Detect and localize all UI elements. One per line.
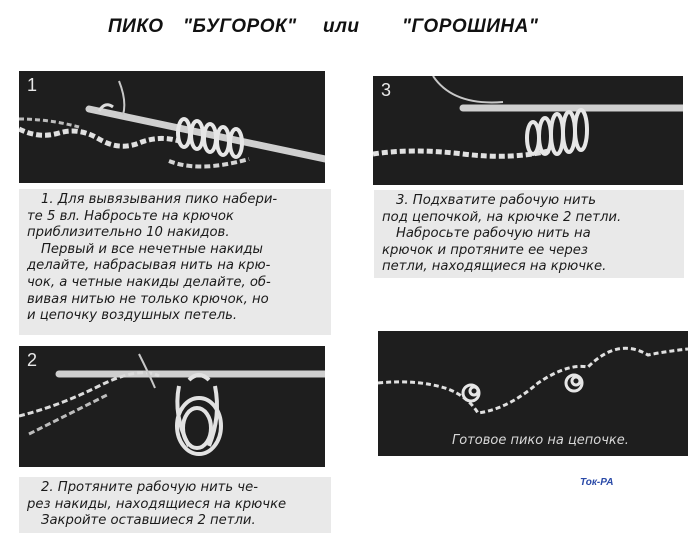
title-ili: или xyxy=(323,16,360,37)
step2-line: рез накиды, находящиеся на крючке xyxy=(27,496,287,512)
final-photo-caption: Готовое пико на цепочке. xyxy=(452,433,629,448)
step2-line: Закройте оставшиеся 2 петли. xyxy=(41,513,256,529)
step3-photo xyxy=(373,76,683,185)
step1-line: вивая нитью не только крючок, но xyxy=(27,291,269,307)
step3-caption xyxy=(374,190,684,278)
step3-line: 3. Подхватите рабочую нить xyxy=(396,193,596,208)
step2-line: 2. Протяните рабочую нить че- xyxy=(41,480,258,495)
final-photo xyxy=(378,331,688,456)
step2-caption xyxy=(19,477,331,533)
step3-illustration xyxy=(373,76,683,185)
step3-line: крючок и протяните ее через xyxy=(382,242,588,258)
step2-illustration xyxy=(19,346,325,467)
step2-number: 2 xyxy=(27,350,38,370)
title-goroshina: "ГОРОШИНА" xyxy=(402,16,539,37)
page-title xyxy=(0,16,699,46)
step3-line: петли, находящиеся на крючке. xyxy=(382,259,607,275)
step3-line: Набросьте рабочую нить на xyxy=(396,226,591,242)
step1-illustration xyxy=(19,71,325,183)
step3-number: 3 xyxy=(381,80,392,100)
step1-line: делайте, набрасывая нить на крю- xyxy=(27,258,271,274)
step1-line: Первый и все нечетные накиды xyxy=(41,241,263,257)
step1-number: 1 xyxy=(27,75,38,95)
step1-line: чок, а четные накиды делайте, об- xyxy=(27,274,271,290)
step1-line: и цепочку воздушных петель. xyxy=(27,308,238,324)
signature: Ток-РА xyxy=(580,477,614,488)
step3-line: под цепочкой, на крючке 2 петли. xyxy=(382,209,622,225)
step1-line: приблизительно 10 накидов. xyxy=(27,225,230,241)
step1-caption xyxy=(19,189,331,335)
step1-line: те 5 вл. Набросьте на крючок xyxy=(27,208,234,224)
step2-photo xyxy=(19,346,325,467)
step1-line: 1. Для вывязывания пико набери- xyxy=(41,192,278,207)
step1-photo xyxy=(19,71,325,183)
title-bugorok: "БУГОРОК" xyxy=(183,16,297,37)
title-piko: ПИКО xyxy=(108,16,164,37)
